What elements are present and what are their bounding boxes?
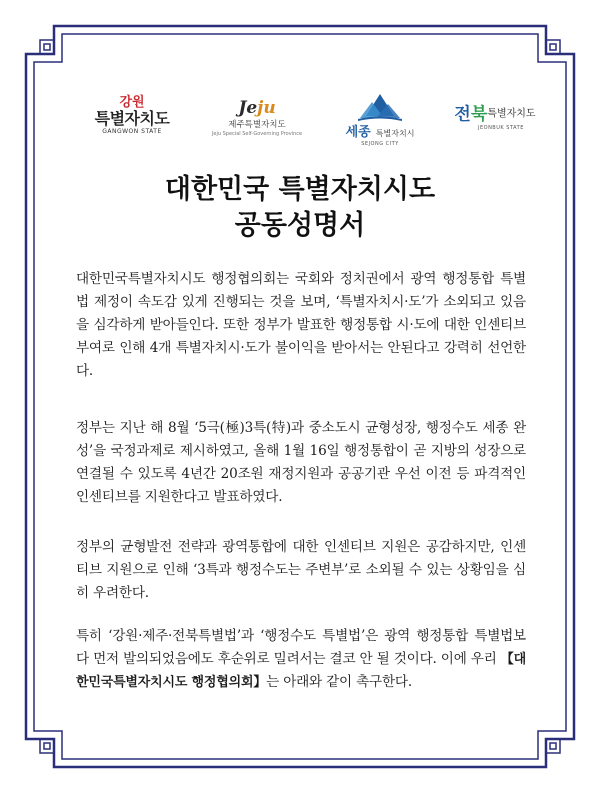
gangwon-logo-english: GANGWON STATE: [102, 128, 162, 135]
document-title: 대한민국 특별자치시도: [164, 174, 436, 205]
jeju-logo: [202, 92, 312, 148]
gangwon-logo-mark: 강원: [119, 95, 145, 110]
gangwon-logo-name: 특별자치도: [94, 109, 170, 128]
gangwon-logo: [82, 92, 182, 148]
jeju-logo-name: 제주특별자치도: [228, 120, 286, 130]
sejong-logo-english: SEJONG CITY: [361, 141, 399, 147]
jeonbuk-logo: [440, 92, 550, 148]
jeju-logo-english: Jeju Special Self-Governing Province: [211, 131, 303, 137]
paragraph-1: 대한민국특별자치시도 행정협의회는 국회와 정치권에서 광역 행정통합 특별법 제정이 속도감 있게 진행되는 것을 보며, ‘특별자치시·도’가 소외되고 있음을 심각하게 받아들인다. 또한 정부가 발표한 행정통합 시·도에 대한 인센티브 부여로 인해 4개 특별자치시·도가 불이익을 받아서는 안된다고 강력히 선언한다.: [76, 271, 526, 379]
sejong-logo: [325, 92, 435, 148]
paragraph-2: 정부는 지난 해 8월 ‘5극(極)3특(特)과 중소도시 균형성장, 행정수도 세종 완성’을 국정과제로 제시하였고, 올해 1월 16일 행정통합이 곧 지방의 성장으로 연결될 수 있도록 4년간 20조원 재정지원과 공공기관 우선 이전 등 파격적인 인센티브를 지원한다고 발표하였다.: [76, 420, 526, 505]
sejong-mountain-icon: [350, 92, 410, 124]
logo-row: [80, 92, 540, 152]
council-name-bold: 【대한민국특별자치시도 행정협의회】: [76, 652, 526, 690]
sejong-logo-text: 세종 특별자치시: [345, 125, 415, 140]
jeju-logo-mark: Jeju: [238, 98, 276, 118]
jeonbuk-logo-text: 전북특별자치도: [454, 104, 536, 125]
jeonbuk-logo-english: JEONBUK STATE: [478, 124, 524, 131]
paragraph-3: 정부의 균형발전 전략과 광역통합에 대한 인센티브 지원은 공감하지만, 인센티브 지원으로 인해 ‘3특과 행정수도는 주변부’로 소외될 수 있는 상황임을 심히 우려한다.: [76, 539, 526, 601]
document-subtitle: 공동성명서: [234, 210, 366, 241]
paragraph-4: 특히 ‘강원·제주·전북특별법’과 ‘행정수도 특별법’은 광역 행정통합 특별법보다 먼저 발의되었음에도 후순위로 밀려서는 결코 안 될 것이다. 이에 우리 【대한민국특별자치시도 행정협의회】는 아래와 같이 촉구한다.: [76, 628, 526, 690]
